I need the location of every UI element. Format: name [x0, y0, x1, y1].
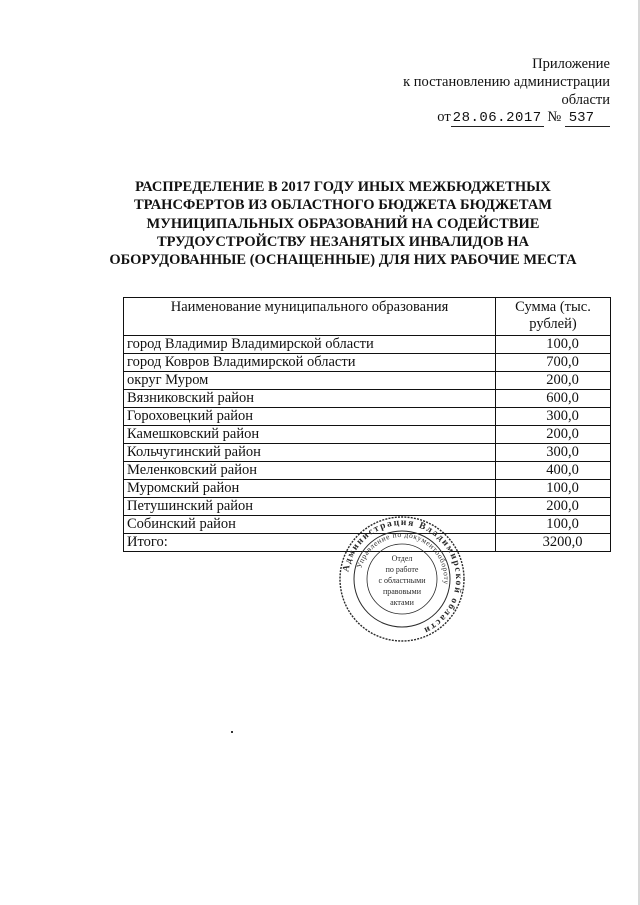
table-row: [124, 336, 611, 354]
table-header-row: [124, 298, 611, 336]
stamp-ring-text: Администрация Владимирской области: [341, 517, 464, 636]
title-line: ОБОРУДОВАННЫЕ (ОСНАЩЕННЫЕ) ДЛЯ НИХ РАБОЧИЕ МЕСТА: [109, 252, 577, 269]
amount: 600,0: [496, 390, 611, 408]
amount: 200,0: [496, 372, 611, 390]
column-header-name: Наименование муниципального образования: [124, 298, 496, 336]
amount: 100,0: [496, 336, 611, 354]
region-label: области: [561, 92, 610, 108]
stamp-center-line: правовыми: [382, 587, 422, 596]
amount: 200,0: [496, 498, 611, 516]
amount: 300,0: [496, 444, 611, 462]
table-row: [124, 354, 611, 372]
municipality-name: округ Муром: [124, 372, 496, 390]
table-row: [124, 408, 611, 426]
stamp-center-line: с областными: [378, 576, 426, 585]
municipality-name: Собинский район: [124, 516, 496, 534]
title-line: РАСПРЕДЕЛЕНИЕ В 2017 ГОДУ ИНЫХ МЕЖБЮДЖЕТНЫХ: [135, 179, 551, 195]
municipality-name: Гороховецкий район: [124, 408, 496, 426]
municipality-name: город Владимир Владимирской области: [124, 336, 496, 354]
municipality-name: Кольчугинский район: [124, 444, 496, 462]
stamp-center-line: актами: [390, 598, 414, 607]
title-line: ТРАНСФЕРТОВ ИЗ ОБЛАСТНОГО БЮДЖЕТА БЮДЖЕТАМ: [134, 197, 552, 214]
date-prefix: от: [437, 109, 451, 125]
municipality-name: город Ковров Владимирской области: [124, 354, 496, 372]
title-line: ТРУДОУСТРОЙСТВУ НЕЗАНЯТЫХ ИНВАЛИДОВ НА: [157, 233, 529, 250]
total-amount: 3200,0: [496, 534, 611, 552]
amount: 700,0: [496, 354, 611, 372]
amount: 300,0: [496, 408, 611, 426]
amount: 100,0: [496, 516, 611, 534]
table-row: [124, 390, 611, 408]
table-row: [124, 480, 611, 498]
amount: 100,0: [496, 480, 611, 498]
speck-mark: [231, 731, 233, 733]
stamp-center-line: Отдел: [391, 554, 413, 563]
date-number-line: [360, 109, 610, 127]
document-title: [88, 178, 598, 269]
resolution-date: 28.06.2017: [452, 110, 542, 126]
total-label: Итого:: [124, 534, 496, 552]
municipality-name: Вязниковский район: [124, 390, 496, 408]
distribution-table: [123, 297, 611, 552]
resolution-number: 537: [565, 110, 610, 127]
table-row: [124, 498, 611, 516]
title-line: МУНИЦИПАЛЬНЫХ ОБРАЗОВАНИЙ НА СОДЕЙСТВИЕ: [146, 215, 540, 232]
stamp-center-line: по работе: [385, 565, 419, 574]
appendix-label: Приложение: [532, 56, 610, 72]
amount: 400,0: [496, 462, 611, 480]
resolution-label: к постановлению администрации: [403, 74, 610, 90]
table-row: [124, 444, 611, 462]
column-header-sum: Сумма (тыс. рублей): [496, 298, 611, 336]
municipality-name: Меленковский район: [124, 462, 496, 480]
municipality-name: Муромский район: [124, 480, 496, 498]
amount: 200,0: [496, 426, 611, 444]
municipality-name: Петушинский район: [124, 498, 496, 516]
table-row: [124, 426, 611, 444]
table-row: [124, 462, 611, 480]
table-row: [124, 372, 611, 390]
number-prefix: №: [547, 109, 562, 125]
municipality-name: Камешковский район: [124, 426, 496, 444]
official-stamp: [338, 515, 466, 643]
stamp-inner-ring-text: Управление по документообороту: [354, 529, 452, 586]
